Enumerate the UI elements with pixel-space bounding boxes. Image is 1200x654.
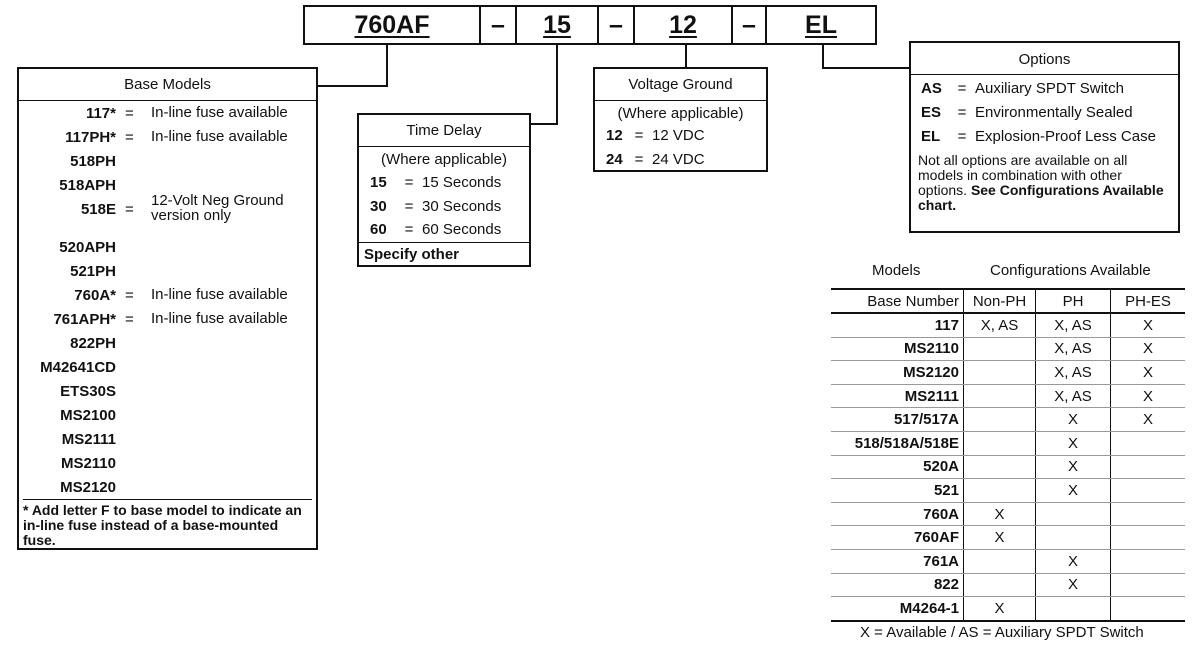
option-row [921,80,1124,97]
cell-ph: X [1036,479,1111,503]
time-delay-box [357,113,531,267]
cell-non-ph: X [964,502,1036,526]
cell-non-ph [964,408,1036,432]
time-delay-description: 30 Seconds [422,197,502,215]
cell-base-number: 518/518A/518E [831,431,964,455]
base-models-title: Base Models [19,69,316,101]
cell-ph [1036,597,1111,621]
option-code: EL [921,128,941,145]
voltage-ground-code: 24 [606,151,623,168]
base-model-code: 822PH [70,335,116,352]
options-note-text: Not all options are available on all models in combination with other options. [918,152,1128,198]
col-ph: PH [1036,289,1111,313]
cell-ph: X [1036,455,1111,479]
base-models-box [17,67,318,550]
part-segment-time [517,7,599,43]
time-delay-code: 15 [370,174,387,191]
time-delay-row [370,198,501,215]
cell-non-ph [964,361,1036,385]
cell-non-ph [964,549,1036,573]
part-code-options: EL [805,10,837,39]
time-delay-row [370,221,501,238]
table-row [831,337,1185,361]
options-title: Options [911,43,1178,75]
voltage-ground-subtitle: (Where applicable) [617,105,744,122]
part-dash: – [491,10,505,39]
cell-base-number: MS2120 [831,361,964,385]
base-model-code: 518APH [59,177,116,194]
time-delay-equals: = [404,221,414,238]
table-row [831,408,1185,432]
cell-base-number: 521 [831,479,964,503]
cell-base-number: MS2111 [831,384,964,408]
cell-ph: X [1036,549,1111,573]
cell-ph-es [1111,526,1186,550]
cell-non-ph: X [964,597,1036,621]
option-equals: = [957,104,967,121]
cell-ph: X [1036,573,1111,597]
base-model-code: 521PH [70,263,116,280]
cell-ph-es [1111,549,1186,573]
cell-ph-es [1111,431,1186,455]
table-row [831,479,1185,503]
part-segment-dash [481,7,517,43]
cell-ph-es: X [1111,361,1186,385]
cell-base-number: M4264-1 [831,597,964,621]
cell-ph-es [1111,479,1186,503]
col-non-ph: Non-PH [964,289,1036,313]
option-description: Environmentally Sealed [975,104,1133,121]
base-model-code: 518PH [70,153,116,170]
base-model-equals: = [125,311,134,328]
base-model-code: 761APH* [53,311,116,328]
time-delay-code: 60 [370,221,387,238]
cell-ph-es: X [1111,384,1186,408]
time-delay-footer: Specify other [359,242,529,263]
cell-base-number: 520A [831,455,964,479]
option-code: ES [921,104,942,121]
options-note-bold: See Configurations Available chart. [918,182,1164,213]
base-model-description: In-line fuse available [151,104,288,121]
option-equals: = [957,128,967,145]
base-model-code: MS2111 [61,431,116,448]
configurations-table [831,288,1185,622]
table-row [831,549,1185,573]
part-segment-options [767,7,875,43]
cell-base-number: MS2110 [831,337,964,361]
table-row [831,361,1185,385]
options-note [918,153,1173,213]
cell-ph-es [1111,573,1186,597]
part-code-time: 15 [543,10,571,39]
base-model-code: MS2120 [60,479,116,496]
part-segment-dash [599,7,635,43]
time-delay-description: 15 Seconds [422,174,502,191]
base-model-equals: = [125,105,134,122]
table-row [831,384,1185,408]
cell-base-number: 760A [831,502,964,526]
options-box [909,41,1180,233]
table-row [831,431,1185,455]
cell-ph: X [1036,431,1111,455]
base-model-code: M42641CD [40,359,116,376]
table-row [831,455,1185,479]
base-model-description: In-line fuse available [151,310,288,327]
cell-ph-es: X [1111,337,1186,361]
time-delay-code: 30 [370,197,387,215]
option-row [921,104,1133,121]
option-equals: = [957,80,967,97]
cell-ph [1036,526,1111,550]
base-model-code: 117* [85,105,116,122]
col-base-number: Base Number [831,289,964,313]
part-dash: – [742,10,756,39]
base-model-code: 760A* [74,287,116,304]
base-model-code: 520APH [59,239,116,256]
base-models-footnote: * Add letter F to base model to indicate an in-line fuse instead of a base-mounted fuse. [23,499,312,548]
part-segment-dash [733,7,767,43]
time-delay-subtitle: (Where applicable) [381,151,507,168]
cell-non-ph [964,455,1036,479]
time-delay-equals: = [404,197,414,215]
cell-ph [1036,502,1111,526]
cell-non-ph [964,384,1036,408]
connector-base-models [316,45,387,86]
table-row [831,597,1185,621]
table-row [831,502,1185,526]
voltage-ground-description: 24 VDC [652,151,705,168]
cell-non-ph [964,337,1036,361]
base-model-equals: = [125,201,134,218]
table-row [831,573,1185,597]
part-number-bar [303,5,877,45]
configurations-rows [831,313,1185,621]
cell-non-ph [964,573,1036,597]
voltage-ground-equals: = [634,127,644,144]
voltage-ground-box [593,67,768,172]
base-model-description: In-line fuse available [151,286,288,303]
cell-non-ph [964,479,1036,503]
option-description: Auxiliary SPDT Switch [975,80,1124,97]
cell-ph: X, AS [1036,361,1111,385]
part-code-voltage: 12 [669,10,697,39]
voltage-ground-description: 12 VDC [652,127,705,144]
base-model-description: 12-Volt Neg Ground version only [151,192,284,224]
connector-options [823,45,910,68]
voltage-ground-code: 12 [606,127,623,144]
cell-base-number: 117 [831,313,964,337]
time-delay-row [370,174,501,191]
option-row [921,128,1156,145]
cell-ph-es [1111,455,1186,479]
voltage-ground-equals: = [634,151,644,168]
base-model-code: MS2100 [60,407,116,424]
cell-ph: X, AS [1036,337,1111,361]
cell-ph-es: X [1111,408,1186,432]
base-model-code: 117PH* [65,129,116,146]
configurations-heading: Configurations Available [990,262,1151,279]
part-dash: – [609,10,623,39]
base-model-code: 518E [80,201,116,218]
cell-non-ph [964,431,1036,455]
cell-ph-es [1111,502,1186,526]
base-model-code: ETS30S [60,383,116,400]
table-row [831,313,1185,337]
cell-ph: X, AS [1036,313,1111,337]
table-legend: X = Available / AS = Auxiliary SPDT Switch [860,624,1144,641]
table-row [831,526,1185,550]
base-model-description: In-line fuse available [151,128,288,145]
models-heading: Models [872,262,921,279]
voltage-ground-row [606,127,705,144]
cell-base-number: 761A [831,549,964,573]
option-description: Explosion-Proof Less Case [975,128,1156,145]
voltage-ground-row [606,151,705,168]
base-model-equals: = [125,287,134,304]
col-ph-es: PH-ES [1111,289,1186,313]
cell-non-ph: X, AS [964,313,1036,337]
base-model-code: MS2110 [60,455,116,472]
time-delay-description: 60 Seconds [422,221,502,238]
voltage-ground-title: Voltage Ground [595,69,766,101]
table-header-row [831,289,1185,313]
connector-time-delay [529,45,557,124]
time-delay-equals: = [404,174,414,191]
cell-non-ph: X [964,526,1036,550]
part-code-base: 760AF [354,10,430,39]
time-delay-title: Time Delay [359,115,529,147]
part-segment-base [305,7,481,43]
cell-ph-es: X [1111,313,1186,337]
base-model-equals: = [125,129,134,146]
cell-base-number: 822 [831,573,964,597]
cell-ph-es [1111,597,1186,621]
part-segment-voltage [635,7,733,43]
cell-ph: X [1036,408,1111,432]
option-code: AS [921,80,942,97]
cell-base-number: 517/517A [831,408,964,432]
cell-base-number: 760AF [831,526,964,550]
cell-ph: X, AS [1036,384,1111,408]
